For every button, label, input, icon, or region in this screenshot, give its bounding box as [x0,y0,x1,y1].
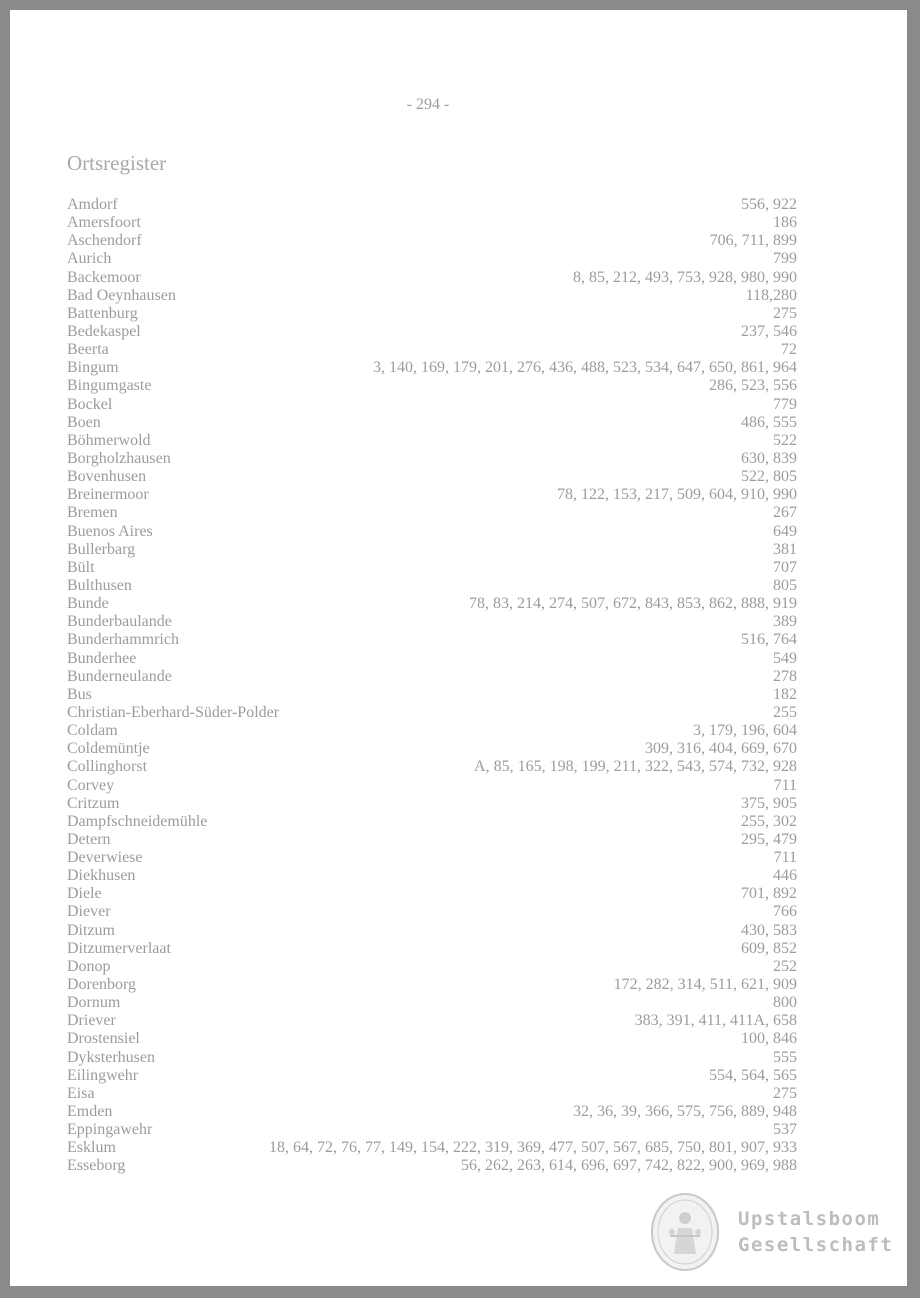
place-name: Bült [67,558,95,576]
place-name: Drostensiel [67,1030,140,1048]
place-name: Amersfoort [67,214,141,232]
place-name: Donop [67,957,111,975]
place-name: Bockel [67,395,113,413]
place-name: Bunde [67,595,109,613]
place-name: Beerta [67,341,109,359]
register-entry [67,577,797,595]
page-references: 383, 391, 411, 411A, 658 [634,1012,797,1030]
place-name: Bunderbaulande [67,613,172,631]
place-name: Bus [67,685,92,703]
register-entry [67,359,797,377]
place-name: Coldemüntje [67,740,150,758]
register-entry [67,1157,797,1175]
place-name: Bullerbarg [67,540,136,558]
register-entry [67,631,797,649]
page-references: 537 [773,1121,797,1139]
society-name-line2: Gesellschaft [738,1234,894,1256]
register-entry [67,813,797,831]
register-entry [67,323,797,341]
page-references: 446 [773,867,797,885]
register-entry [67,432,797,450]
page-references: 516, 764 [741,631,797,649]
register-entry [67,940,797,958]
place-name: Aschendorf [67,232,142,250]
register-entry [67,341,797,359]
place-name: Bulthusen [67,576,132,594]
register-entry [67,686,797,704]
page-references: 18, 64, 72, 76, 77, 149, 154, 222, 319, 369, 477, 507, 567, 685, 750, 801, 907, 933 [269,1139,797,1157]
page-references: 800 [773,994,797,1012]
place-name: Critzum [67,794,120,812]
place-name: Dyksterhusen [67,1048,155,1066]
register-entry [67,504,797,522]
register-entry [67,777,797,795]
page-references: 295, 479 [741,830,797,848]
page-references: 278 [773,667,797,685]
place-name: Corvey [67,776,115,794]
register-entry [67,885,797,903]
place-name: Collinghorst [67,758,148,776]
register-entry [67,523,797,541]
place-name: Esklum [67,1139,116,1157]
register-entry [67,849,797,867]
register-entry [67,758,797,776]
place-name: Coldam [67,722,118,740]
page-references: 237, 546 [741,322,797,340]
register-entry [67,1121,797,1139]
place-name: Eppingawehr [67,1121,153,1139]
place-name: Esseborg [67,1157,126,1175]
place-name: Diekhusen [67,867,136,885]
register-entry [67,1067,797,1085]
register-entry [67,704,797,722]
page-references: A, 85, 165, 198, 199, 211, 322, 543, 574, 732, 928 [474,758,797,776]
register-entry [67,486,797,504]
page-references: 78, 83, 214, 274, 507, 672, 843, 853, 862, 888, 919 [469,595,797,613]
register-entry [67,795,797,813]
page-references: 182 [773,685,797,703]
page-references: 799 [773,250,797,268]
page-references: 275 [773,1084,797,1102]
page-references: 549 [773,649,797,667]
place-name: Böhmerwold [67,431,151,449]
register-entry [67,377,797,395]
register-entry [67,232,797,250]
page-references: 555 [773,1048,797,1066]
register-entry [67,196,797,214]
page-references: 56, 262, 263, 614, 696, 697, 742, 822, 900, 969, 988 [461,1157,797,1175]
seal-icon [650,1192,720,1272]
place-name: Ditzumerverlaat [67,939,171,957]
register-entry [67,740,797,758]
place-name: Bunderhee [67,649,137,667]
place-name: Boen [67,413,101,431]
place-name: Dampfschneidemühle [67,812,208,830]
page-number: - 294 - [406,96,450,113]
register-entry [67,214,797,232]
page-references: 707 [773,558,797,576]
place-name: Emden [67,1103,113,1121]
register-entry [67,831,797,849]
page-references: 255 [773,703,797,721]
page-references: 430, 583 [741,921,797,939]
place-name: Buenos Aires [67,522,153,540]
register-entry [67,613,797,631]
page-references: 486, 555 [741,413,797,431]
place-name: Bovenhusen [67,468,147,486]
register-entry [67,559,797,577]
register-entry [67,867,797,885]
place-name: Dorenborg [67,976,137,994]
page-references: 267 [773,504,797,522]
page-references: 706, 711, 899 [709,232,797,250]
page-references: 805 [773,576,797,594]
page-references: 649 [773,522,797,540]
register-entry [67,1139,797,1157]
page-references: 32, 36, 39, 366, 575, 756, 889, 948 [573,1103,797,1121]
register-entry [67,396,797,414]
page-references: 381 [773,540,797,558]
register-entry [67,1103,797,1121]
register-heading: Ortsregister [67,151,167,176]
page-references: 554, 564, 565 [709,1066,797,1084]
register-entry [67,1012,797,1030]
page-references: 701, 892 [741,885,797,903]
register-entry [67,269,797,287]
register-entry [67,414,797,432]
place-name: Driever [67,1012,116,1030]
page-references: 556, 922 [741,196,797,213]
register-entry [67,903,797,921]
place-name: Ditzum [67,921,115,939]
place-register [67,196,797,1176]
page-references: 275 [773,304,797,322]
register-entry [67,1049,797,1067]
page-references: 609, 852 [741,939,797,957]
register-entry [67,1085,797,1103]
document-page [10,10,907,1286]
register-entry [67,668,797,686]
page-references: 255, 302 [741,812,797,830]
page-references: 3, 179, 196, 604 [693,722,797,740]
place-name: Eilingwehr [67,1066,139,1084]
place-name: Bingum [67,359,119,377]
page-references: 389 [773,613,797,631]
page-references: 3, 140, 169, 179, 201, 276, 436, 488, 523, 534, 647, 650, 861, 964 [373,359,797,377]
register-entry [67,922,797,940]
register-entry [67,1030,797,1048]
page-references: 186 [773,214,797,232]
place-name: Bremen [67,504,118,522]
page-references: 286, 523, 556 [709,377,797,395]
place-name: Backemoor [67,268,141,286]
place-name: Christian-Eberhard-Süder-Polder [67,703,280,721]
place-name: Aurich [67,250,112,268]
page-references: 766 [773,903,797,921]
page-references: 711 [773,776,797,794]
register-entry [67,468,797,486]
place-name: Bedekaspel [67,322,141,340]
page-references: 375, 905 [741,794,797,812]
society-logo [650,1192,893,1272]
register-entry [67,976,797,994]
page-references: 118,280 [745,286,797,304]
society-name [738,1206,893,1258]
place-name: Amdorf [67,196,118,213]
page-references: 630, 839 [741,449,797,467]
register-entry [67,994,797,1012]
register-entry [67,595,797,613]
place-name: Bingumgaste [67,377,152,395]
register-entry [67,287,797,305]
register-entry [67,958,797,976]
place-name: Eisa [67,1084,95,1102]
place-name: Bad Oeynhausen [67,286,176,304]
register-entry [67,541,797,559]
page-references: 779 [773,395,797,413]
society-name-line1: Upstalsboom [738,1208,881,1230]
place-name: Diever [67,903,111,921]
place-name: Borgholzhausen [67,449,171,467]
place-name: Battenburg [67,304,138,322]
page-references: 522 [773,431,797,449]
place-name: Dornum [67,994,121,1012]
place-name: Bunderneulande [67,667,172,685]
page-references: 252 [773,957,797,975]
page-references: 309, 316, 404, 669, 670 [645,740,797,758]
register-entry [67,250,797,268]
place-name: Deverwiese [67,849,143,867]
page-references: 72 [781,341,797,359]
register-entry [67,450,797,468]
page-references: 78, 122, 153, 217, 509, 604, 910, 990 [557,486,797,504]
register-entry [67,722,797,740]
page-references: 172, 282, 314, 511, 621, 909 [613,976,797,994]
place-name: Detern [67,830,111,848]
page-references: 100, 846 [741,1030,797,1048]
register-entry [67,305,797,323]
page-references: 8, 85, 212, 493, 753, 928, 980, 990 [573,268,797,286]
page-references: 711 [773,849,797,867]
page-references: 522, 805 [741,468,797,486]
register-entry [67,650,797,668]
place-name: Diele [67,885,102,903]
place-name: Breinermoor [67,486,149,504]
place-name: Bunderhammrich [67,631,179,649]
